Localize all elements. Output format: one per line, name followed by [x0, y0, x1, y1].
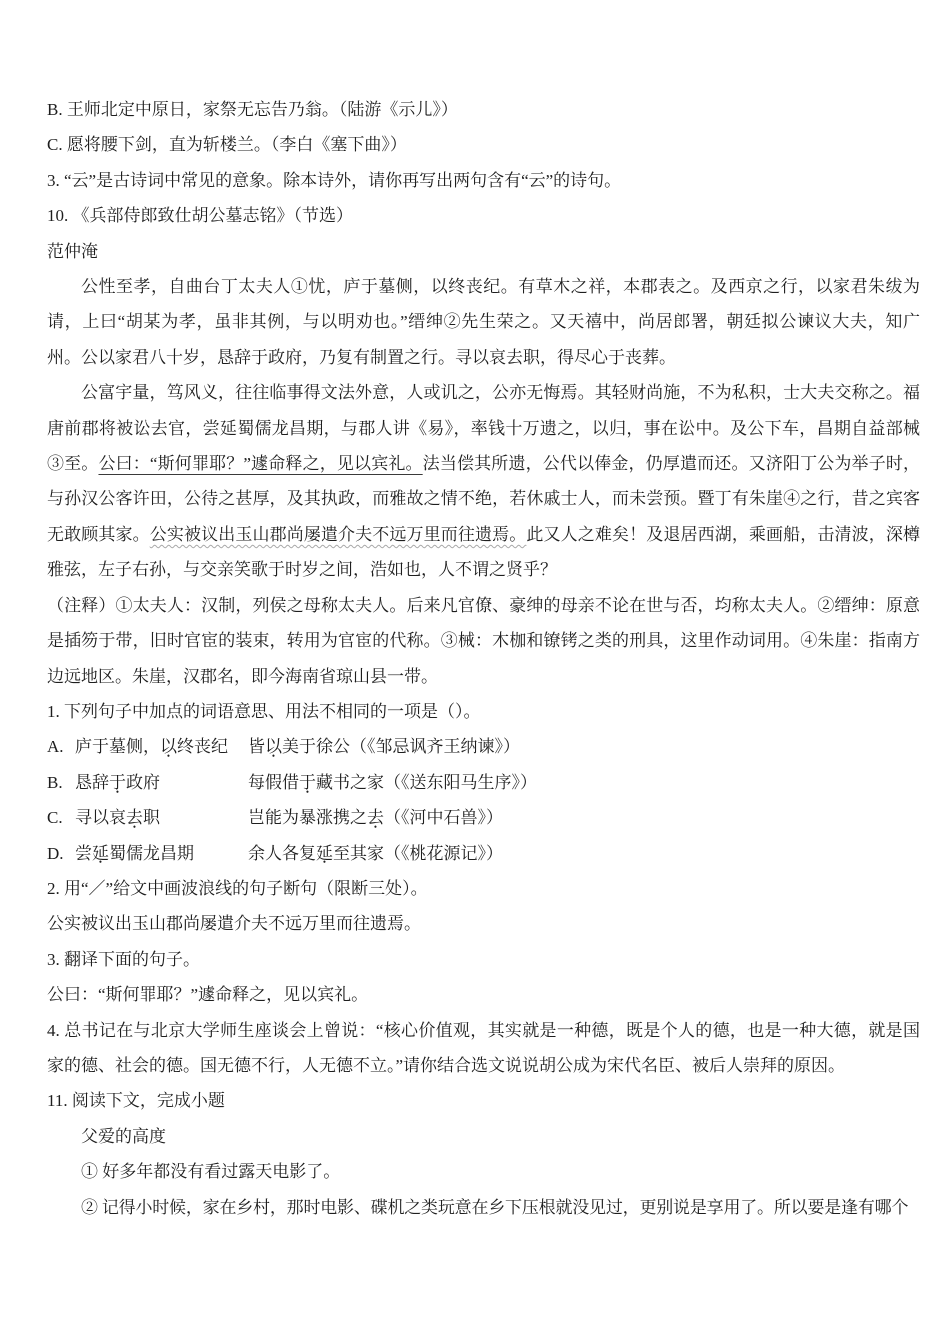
option-label: D.	[47, 843, 64, 863]
q3-sentence: 公曰：“斯何罪耶？”遽命释之，见以宾礼。	[47, 985, 369, 1005]
option-right-phrase	[248, 729, 920, 764]
passage-notes: （注释）①太夫人：汉制，列侯之母称太夫人。后来凡官僚、豪绅的母亲不论在世与否，均称太夫人。②缙绅：原意是插笏于带，旧时官宦的装束，转用为官宦的代称。③械：木枷和镣铐之类的刑具，这里作动词用。④朱崖：指南方边远地区。朱崖，汉郡名，即今海南省琼山县一带。	[47, 595, 920, 686]
option-right-phrase	[248, 765, 920, 800]
essay-title: 父爱的高度	[81, 1126, 166, 1146]
emphasis-dot-char: 以	[160, 737, 177, 757]
option-label: C.	[47, 808, 63, 828]
essay-paragraph-1: ① 好多年都没有看过露天电影了。	[81, 1162, 341, 1182]
q3-stem: 3. 翻译下面的句子。	[47, 949, 200, 969]
author-name: 范仲淹	[47, 241, 98, 261]
text-segment: 恳辞	[75, 772, 109, 792]
emphasis-dot-char: 去	[367, 808, 384, 828]
emphasis-dot-char: 去	[126, 808, 143, 828]
text-segment: 余人各复	[248, 843, 316, 863]
passage-paragraph-1: 公性至孝，自曲台丁太夫人①忧，庐于墓侧，以终丧纪。有草木之祥，本郡表之。及西京之行，以家君朱绂为请，上曰“胡某为孝，虽非其例，与以明劝也。”缙绅②先生荣之。又天禧中，尚居郎署，朝廷拟公谏议大夫，知广州。公以家君八十岁，恳辞于政府，乃复有制置之行。寻以哀去职，得尽心于丧葬。	[47, 277, 920, 367]
underlined-segment: 公曰：“斯何罪耶？”遽命释之，见以宾礼。	[98, 454, 423, 474]
emphasis-dot-char: 延	[92, 843, 109, 863]
text-segment: （《河中石兽》）	[384, 808, 503, 828]
question-11-heading: 11. 阅读下文，完成小题	[47, 1091, 225, 1111]
text-segment: 政府	[126, 772, 160, 792]
q1-option-b	[47, 765, 920, 800]
text-segment: 职	[143, 808, 160, 828]
text-segment: 寻以哀	[75, 808, 126, 828]
poem-option-b: B. 王师北定中原日，家祭无忘告乃翁。（陆游《示儿》）	[47, 100, 458, 119]
wavy-underlined-segment: 公实被议出玉山郡尚屡遣介夫不远万里而往遗焉。	[149, 524, 527, 544]
text-segment: 美于徐公（《邹忌讽齐王纳谏》）	[282, 737, 520, 757]
q2-stem: 2. 用“／”给文中画波浪线的句子断句（限断三处）。	[47, 878, 428, 898]
option-left-phrase	[75, 836, 248, 871]
question-10-title: 10. 《兵部侍郎致仕胡公墓志铭》（节选）	[47, 206, 353, 226]
option-left-phrase	[75, 800, 248, 835]
q1-option-c	[47, 800, 920, 835]
text-segment: 蜀儒龙昌期	[109, 843, 194, 863]
text-segment: 至其家（《桃花源记》）	[333, 843, 503, 863]
essay-paragraph-2: ② 记得小时候，家在乡村，那时电影、碟机之类玩意在乡下压根就没见过，更别说是享用了。所以要是逢有哪个	[81, 1197, 909, 1217]
text-segment: 此又人之难矣！及退居西湖，乘画船，击清波，深樽雅弦，左子右孙，与交亲笑歌于时岁之间，浩如也，人不谓之贤乎？	[47, 524, 921, 580]
text-segment: 藏书之家（《送东阳马生序》）	[316, 772, 537, 792]
q1-option-d	[47, 836, 920, 871]
text-segment: 皆	[248, 737, 265, 757]
option-right-phrase	[248, 800, 920, 835]
text-segment: 公富宇量，笃风义，往往临事得文法外意，人或讥之，公亦无悔焉。其轻财尚施，不为私积，士大夫交称之。福唐前郡将被讼去官，尝延蜀儒龙昌期，与郡人讲《易》，率钱十万遗之，以归，事在讼中。及公下车，昌期自益部械③至。	[47, 383, 920, 474]
question-3-cloud: 3. “云”是古诗词中常见的意象。除本诗外，请你再写出两句含有“云”的诗句。	[47, 170, 622, 190]
option-label: A.	[47, 737, 64, 757]
emphasis-dot-char: 以	[265, 737, 282, 757]
q1-option-a	[47, 729, 920, 764]
option-left-phrase	[75, 765, 248, 800]
emphasis-dot-char: 延	[316, 843, 333, 863]
text-segment: 庐于墓侧，	[75, 737, 160, 757]
text-segment: 法当偿其所遗，公代以俸金，仍厚遣而还。又济阳丁公为举子时，与孙汉公客许田，公待之甚厚，及其执政，而雅故之情不绝，若休戚士人，而未尝预。暨丁有朱崖④之行，昔之宾客无敢顾其家。	[47, 454, 921, 544]
q2-sentence: 公实被议出玉山郡尚屡遣介夫不远万里而往遗焉。	[47, 914, 421, 934]
option-right-phrase	[248, 836, 920, 871]
option-left-phrase	[75, 729, 248, 764]
q1-stem: 1. 下列句子中加点的词语意思、用法不相同的一项是（）。	[47, 701, 481, 721]
option-label: B.	[47, 772, 63, 792]
passage-paragraph-2	[47, 375, 920, 587]
emphasis-dot-char: 于	[299, 772, 316, 792]
text-segment: 岂能为暴涨携之	[248, 808, 367, 828]
text-segment: 每假借	[248, 772, 299, 792]
text-segment: 终丧纪	[177, 737, 228, 757]
text-segment: 尝	[75, 843, 92, 863]
q4-text: 4. 总书记在与北京大学师生座谈会上曾说：“核心价值观，其实就是一种德，既是个人的德，也是一种大德，就是国家的德、社会的德。国无德不行，人无德不立。”请你结合选文说说胡公成为宋代名臣、被后人崇拜的原因。	[47, 1020, 920, 1075]
emphasis-dot-char: 于	[109, 772, 126, 792]
poem-option-c: C. 愿将腰下剑，直为斩楼兰。（李白《塞下曲》）	[47, 135, 407, 155]
